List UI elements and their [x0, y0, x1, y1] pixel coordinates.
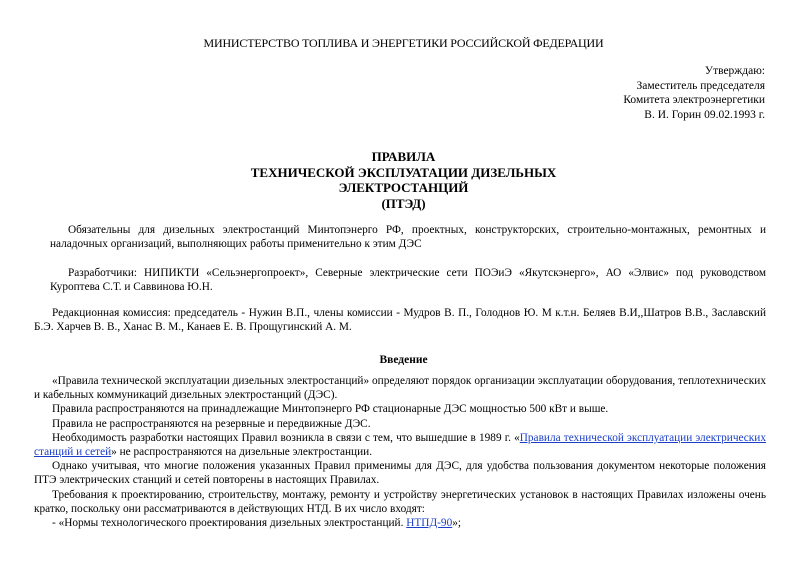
- introduction-body: [34, 374, 766, 530]
- title-line: (ПТЭД): [381, 195, 426, 211]
- title-line: ТЕХНИЧЕСКОЙ ЭКСПЛУАТАЦИИ ДИЗЕЛЬНЫХ: [250, 164, 557, 180]
- intro-paragraph: Однако учитывая, что многие положения указанных Правил применимы для ДЭС, для удобства пользования документом некоторые положения ПТЭ электрических станций и сетей повторены в настоящих Правилах.: [34, 460, 766, 487]
- title-line: ЭЛЕКТРОСТАНЦИЙ: [338, 180, 469, 195]
- ministry-header: МИНИСТЕРСТВО ТОПЛИВА И ЭНЕРГЕТИКИ РОССИЙСКОЙ ФЕДЕРАЦИИ: [203, 36, 604, 50]
- document-title: [0, 149, 807, 211]
- norms-list-item: [34, 516, 766, 530]
- text-segment: »;: [452, 517, 462, 530]
- ntpd-90-link[interactable]: НТПД-90: [406, 517, 453, 530]
- text-segment: » не распространяются на дизельные электростанции.: [111, 446, 373, 459]
- approval-block: [623, 64, 765, 122]
- intro-paragraph: Требования к проектированию, строительству, монтажу, ремонту и устройству энергетических установок в настоящих Правилах изложены очень кратко, поскольку они рассматриваются в действующих НТД. В их число входят:: [34, 488, 766, 515]
- title-line: ПРАВИЛА: [371, 149, 436, 164]
- developers-paragraph: [50, 266, 766, 294]
- intro-paragraph: «Правила технической эксплуатации дизельных электростанций» определяют порядок организации эксплуатации оборудования, теплотехнических и кабельных коммуникаций дизельных электростанций (ДЭС).: [34, 375, 766, 402]
- approval-line: Заместитель председателя: [636, 79, 765, 92]
- ptes-rules-link[interactable]: Правила технической эксплуатации электрических станций и сетей: [34, 431, 766, 459]
- paragraph-text: Обязательны для дизельных электростанций Минтопэнерго РФ, проектных, конструкторских, строительно-монтажных, ремонтных и наладочных организаций, выполняющих работы применительно к этим ДЭС: [50, 224, 766, 251]
- text-segment: Необходимость разработки настоящих Правил возникла в связи с тем, что вышедшие в 1989 г. «: [52, 431, 520, 444]
- approval-line: В. И. Горин 09.02.1993 г.: [644, 108, 765, 121]
- intro-paragraph: Правила распространяются на принадлежащие Минтопэнерго РФ стационарные ДЭС мощностью 500 кВт и выше.: [52, 403, 609, 416]
- paragraph-text: Редакционная комиссия: председатель - Нужин В.П., члены комиссии - Мудров В. П., Голоднов Ю. М к.т.н. Беляев В.И,,Шатров В.В., Заславский Б.Э. Харчев В. В., Ханас В. М., Канаев Е. В. Прощугинский А. М.: [34, 307, 766, 334]
- text-segment: - «Нормы технологического проектирования дизельных электростанций.: [52, 517, 407, 530]
- mandatory-paragraph: [50, 223, 766, 251]
- commission-paragraph: [34, 306, 766, 334]
- paragraph-text: Разработчики: НИПИКТИ «Сельэнергопроект», Северные электрические сети ПОЭиЭ «Якутскэнерго», АО «Элвис» под руководством Куроптева С.Т. и Саввинова Ю.Н.: [50, 267, 766, 294]
- approval-line: Комитета электроэнергетики: [623, 94, 765, 107]
- approval-line: Утверждаю:: [704, 65, 765, 77]
- intro-paragraph: Правила не распространяются на резервные и передвижные ДЭС.: [52, 417, 371, 430]
- section-heading: Введение: [379, 354, 428, 366]
- intro-paragraph-with-link: [34, 431, 766, 459]
